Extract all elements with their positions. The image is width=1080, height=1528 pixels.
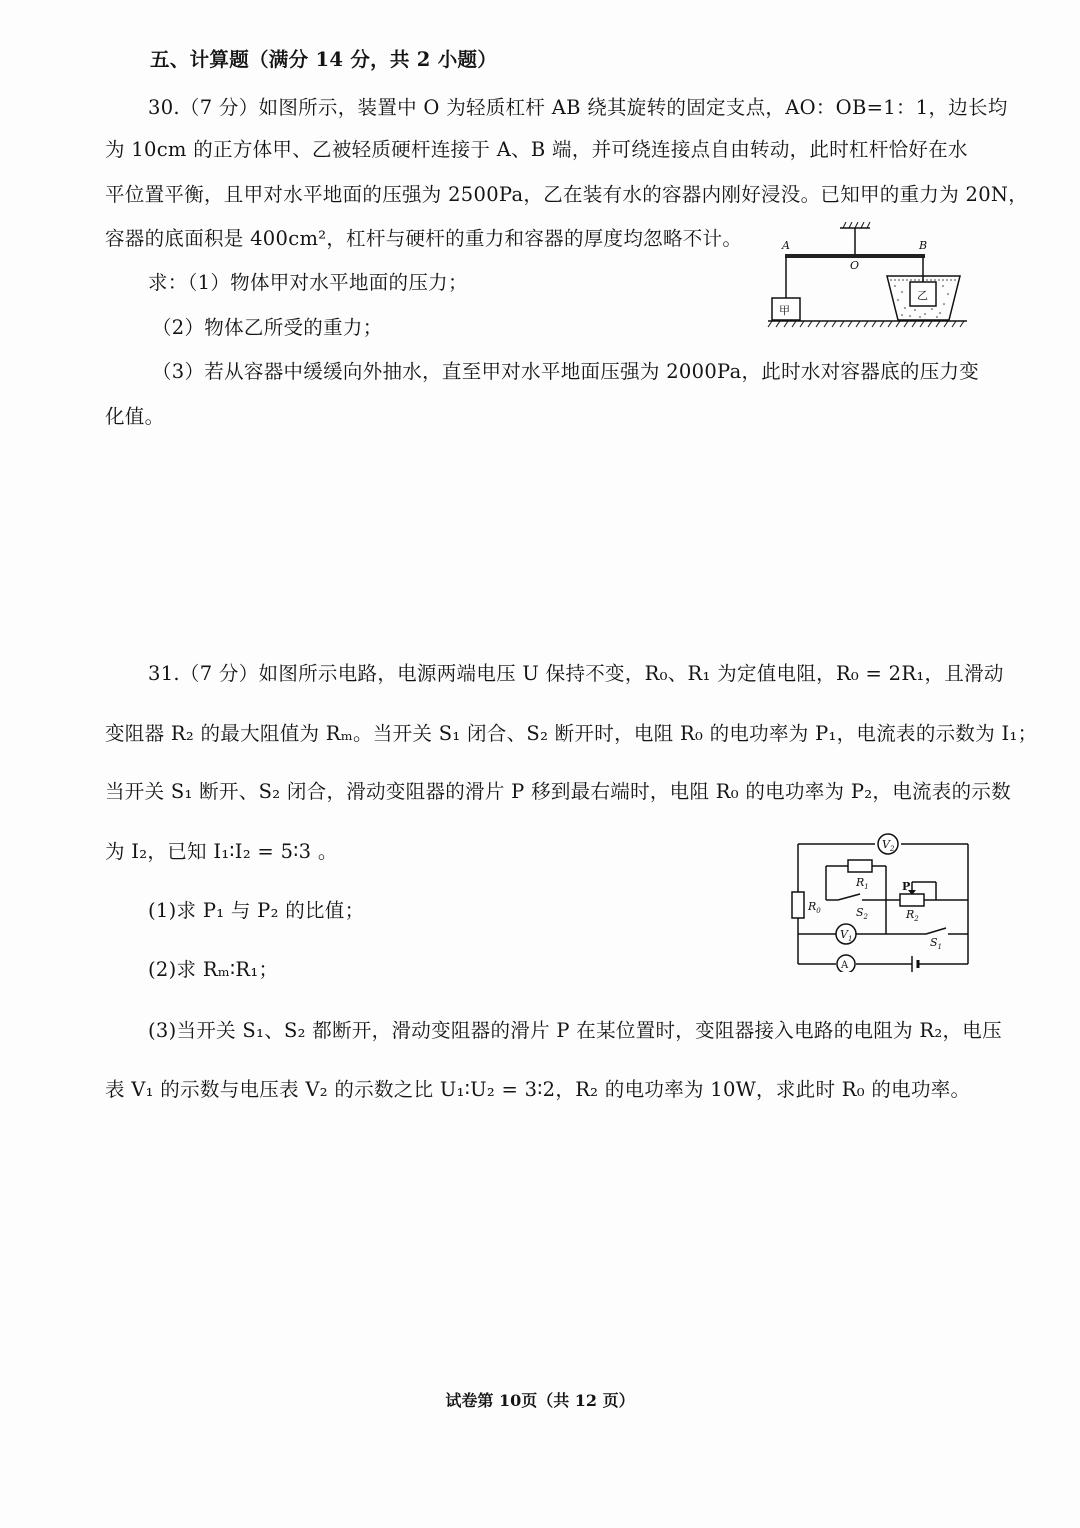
- lever-bar: [785, 254, 925, 258]
- q31-line-2: 变阻器 R₂ 的最大阻值为 Rₘ。当开关 S₁ 闭合、S₂ 断开时，电阻 R₀ 的电功率为 P₁，电流表的示数为 I₁；: [105, 722, 1038, 745]
- q30-line-2: 为 10cm 的正方体甲、乙被轻质硬杆连接于 A、B 端，并可绕连接点自由转动，此时杠杆恰好在水: [105, 138, 968, 161]
- q31-line-6: (2)求 Rₘ∶R₁；: [148, 958, 279, 981]
- q30-line-1: 30.（7 分）如图所示，装置中 O 为轻质杠杆 AB 绕其旋转的固定支点，AO：OB=1：1，边长均: [148, 96, 1008, 119]
- label-r0: $R_0$: [808, 900, 821, 915]
- label-r1: $R_1$: [856, 876, 869, 891]
- label-v2: $V_2$: [882, 838, 895, 853]
- label-a: A: [782, 239, 790, 252]
- q30-line-3: 平位置平衡，且甲对水平地面的压强为 2500Pa，乙在装有水的容器内刚好浸没。已知甲的重力为 20N，: [105, 183, 1029, 206]
- label-v1: $V_1$: [840, 928, 853, 943]
- q30-line-6: （2）物体乙所受的重力；: [152, 316, 383, 339]
- q31-line-4: 为 I₂，已知 I₁∶I₂ = 5∶3 。: [105, 840, 338, 863]
- q31-line-8: 表 V₁ 的示数与电压表 V₂ 的示数之比 U₁∶U₂ = 3∶2，R₂ 的电功率为 10W，求此时 R₀ 的电功率。: [105, 1078, 971, 1101]
- q31-line-7: (3)当开关 S₁、S₂ 都断开，滑动变阻器的滑片 P 在某位置时，变阻器接入电路的电阻为 R₂，电压: [148, 1019, 1002, 1042]
- q30-line-5: 求：（1）物体甲对水平地面的压力；: [148, 271, 468, 294]
- q31-line-3: 当开关 S₁ 断开、S₂ 闭合，滑动变阻器的滑片 P 移到最右端时，电阻 R₀ 的电功率为 P₂，电流表的示数: [105, 780, 1011, 803]
- label-r2: $R_2$: [906, 908, 919, 923]
- section-title: 五、计算题（满分 14 分，共 2 小题）: [150, 48, 498, 71]
- q30-line-4: 容器的底面积是 400cm²，杠杆与硬杆的重力和容器的厚度均忽略不计。: [105, 227, 743, 250]
- label-o: O: [850, 259, 860, 272]
- q31-line-1: 31.（7 分）如图所示电路，电源两端电压 U 保持不变，R₀、R₁ 为定值电阻，R₀ = 2R₁，且滑动: [148, 662, 1004, 685]
- label-p: P: [902, 880, 911, 893]
- label-jia: 甲: [779, 304, 790, 317]
- label-s1: $S_1$: [930, 936, 943, 951]
- q31-line-5: (1)求 P₁ 与 P₂ 的比值；: [148, 899, 365, 922]
- rheostat-r2: [900, 894, 924, 906]
- q30-line-8: 化值。: [105, 405, 165, 428]
- q30-line-7: （3）若从容器中缓缓向外抽水，直至甲对水平地面压强为 2000Pa，此时水对容器底的压力变: [152, 360, 980, 383]
- label-ammeter: A: [841, 960, 849, 971]
- label-b: B: [919, 239, 928, 252]
- label-s2: $S_2$: [856, 906, 869, 921]
- page-footer: 试卷第 10页（共 12 页）: [445, 1391, 635, 1410]
- resistor-r0: [792, 892, 804, 918]
- circuit-diagram: [790, 832, 975, 972]
- label-yi: 乙: [917, 289, 928, 302]
- lever-diagram: [760, 222, 975, 332]
- resistor-r1: [848, 860, 872, 872]
